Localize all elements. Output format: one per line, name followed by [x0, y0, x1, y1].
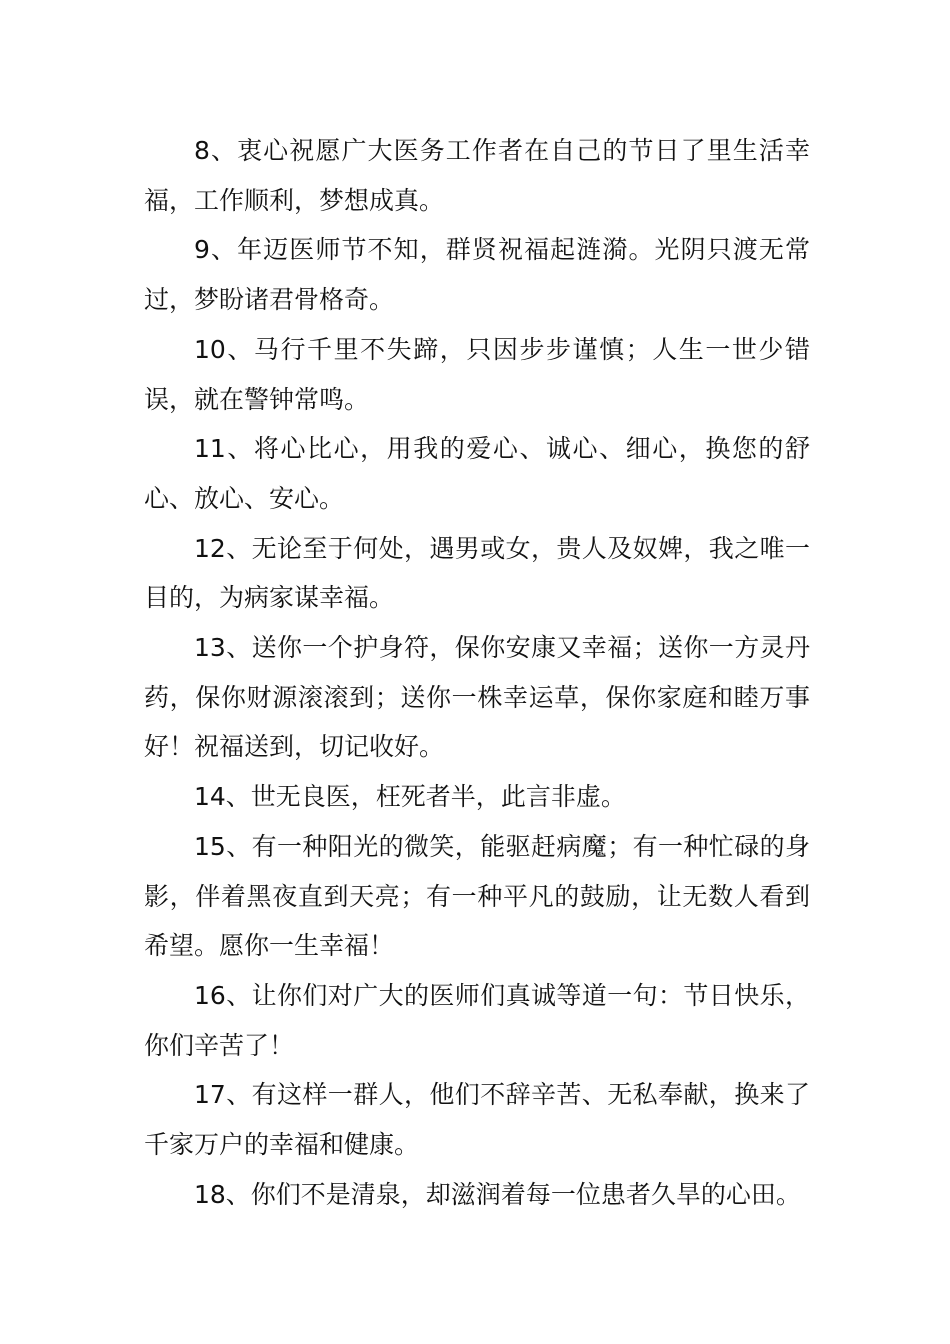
paragraph-11: 11、将心比心，用我的爱心、诚心、细心，换您的舒心、放心、安心。	[144, 434, 810, 513]
paragraph-16: 16、让你们对广大的医师们真诚等道一句：节日快乐，你们辛苦了！	[144, 980, 810, 1060]
paragraph-8: 8、衷心祝愿广大医务工作者在自己的节日了里生活幸福，工作顺利，梦想成真。	[144, 136, 810, 215]
paragraph-9: 9、年迈医师节不知，群贤祝福起涟漪。光阴只渡无常过，梦盼诸君骨格奇。	[144, 235, 810, 315]
paragraph-12: 12、无论至于何处，遇男或女，贵人及奴婢，我之唯一目的，为病家谋幸福。	[144, 533, 810, 613]
paragraph-18: 18、你们不是清泉，却滋润着每一位患者久旱的心田。	[194, 1179, 801, 1209]
paragraph-15: 15、有一种阳光的微笑，能驱赶病魔；有一种忙碌的身影，伴着黑夜直到天亮；有一种平凡的鼓励，让无数人看到希望。愿你一生幸福！	[144, 831, 810, 961]
paragraph-14: 14、世无良医，枉死者半，此言非虚。	[194, 782, 626, 812]
paragraph-17: 17、有这样一群人，他们不辞辛苦、无私奉献，换来了千家万户的幸福和健康。	[144, 1080, 810, 1160]
paragraph-10: 10、马行千里不失蹄，只因步步谨慎；人生一世少错误，就在警钟常鸣。	[144, 334, 810, 414]
document-body	[144, 126, 810, 1219]
paragraph-13: 13、送你一个护身符，保你安康又幸福；送你一方灵丹药，保你财源滚滚到；送你一株幸运草，保你家庭和睦万事好！祝福送到，切记收好。	[144, 633, 810, 762]
